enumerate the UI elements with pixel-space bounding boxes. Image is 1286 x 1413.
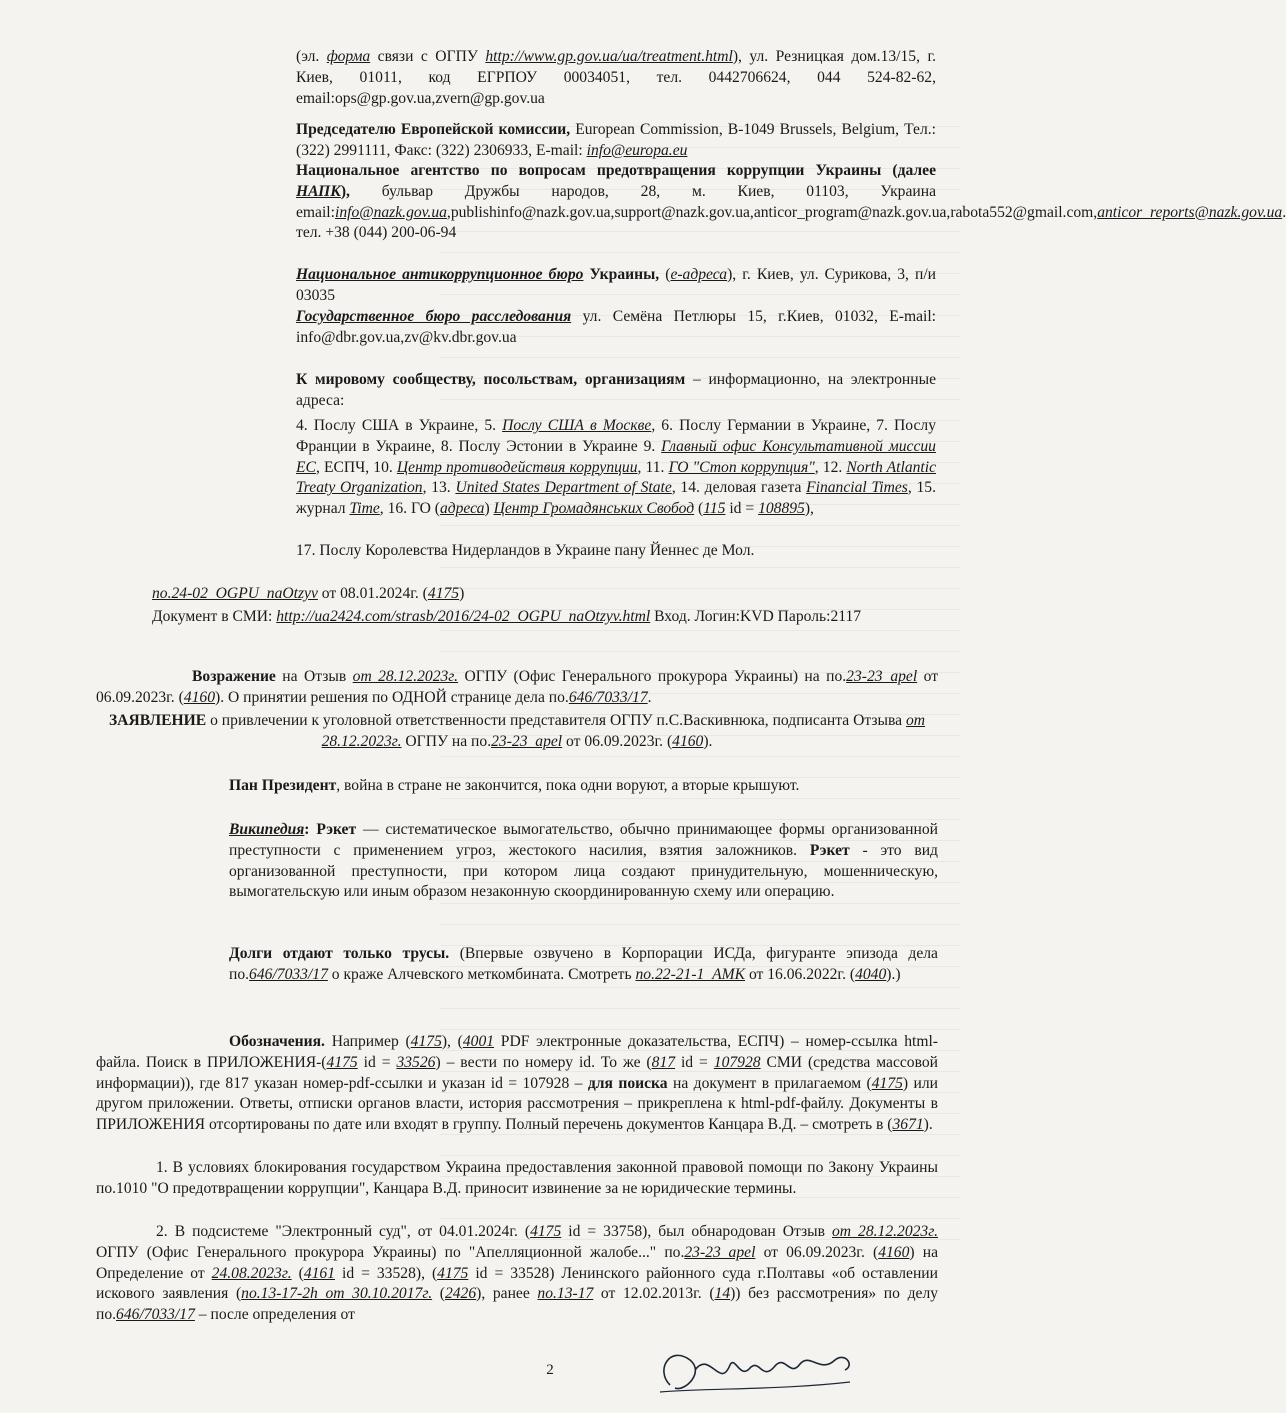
ogpu-url-link[interactable]: http://www.gp.gov.ua/ua/treatment.html: [485, 48, 733, 65]
link[interactable]: 4040: [855, 965, 887, 983]
text: , 15. журнал: [296, 479, 936, 518]
text: , 11.: [637, 458, 669, 476]
ref-media: [96, 607, 938, 628]
text: от 06.09.2023г. (: [755, 1243, 879, 1261]
text: — систематическое вымогательство, обычно принимающее формы организованной преступности с применением угроз, жестокого насилия, взятия заложников.: [229, 821, 939, 859]
text: для поиска: [587, 1074, 668, 1092]
text: о привлечении к уголовной ответственности представителя ОГПУ п.С.Васкивнюка, подписанта Отзыва: [206, 712, 906, 729]
link[interactable]: 4161: [303, 1264, 335, 1282]
text: id = 33528), (: [335, 1264, 438, 1282]
text: Документ в СМИ:: [152, 608, 277, 625]
text: Долги отдают только трусы.: [229, 945, 450, 962]
signature-icon: [650, 1330, 860, 1410]
text: 4. Послу США в Украине, 5.: [296, 417, 503, 434]
link[interactable]: адреса: [439, 500, 485, 518]
text: :: [304, 821, 317, 838]
text: , война в стране не закончится, пока одни воруют, а вторые крышуют.: [336, 777, 800, 794]
text: ): [484, 500, 494, 518]
nabu-addr-link[interactable]: е-адреса: [670, 266, 728, 283]
statement-title: ЗАЯВЛЕНИЕ: [108, 712, 207, 729]
ec-address: [296, 120, 936, 162]
world-heading: [296, 370, 936, 412]
text: (: [291, 1264, 304, 1282]
text: .: [647, 688, 652, 706]
wiki-name: Википедия: [229, 821, 305, 838]
text: )) без рассмотрения» по делу по.: [96, 1285, 939, 1324]
link[interactable]: 817: [651, 1053, 676, 1071]
text: (: [659, 266, 671, 283]
link[interactable]: 4160: [878, 1243, 910, 1261]
text: от 16.06.2022г. (: [745, 965, 856, 983]
text: на документ в прилагаемом (: [667, 1074, 872, 1092]
link[interactable]: 115: [703, 500, 726, 518]
text: , 13.: [422, 479, 456, 497]
link[interactable]: 23-23_apel: [684, 1243, 756, 1261]
text: ), (: [441, 1033, 463, 1050]
link[interactable]: по.22-21-1_AMK: [635, 965, 746, 983]
link[interactable]: Financial Times: [806, 479, 908, 497]
link[interactable]: 4175: [530, 1223, 562, 1240]
text: 17. Послу Королевства Нидерландов в Украине пану Йеннес де Мол.: [296, 542, 755, 559]
text: PDF электронные доказательства, ЕСПЧ) – номер-ссылка html-файла. Поиск в ПРИЛОЖЕНИЯ-(: [96, 1033, 938, 1071]
text: , ЕСПЧ, 10.: [315, 458, 397, 476]
text: от 06.09.2023г. (: [96, 668, 939, 706]
item-2: [96, 1222, 938, 1326]
text: Украины,: [583, 266, 660, 283]
text: (: [694, 500, 704, 518]
link[interactable]: от 28.12.2023г.: [352, 668, 459, 685]
text: ). О принятии решения по ОДНОЙ странице дела по.: [215, 688, 569, 706]
text: id = 33758), был обнародован Отзыв: [561, 1223, 832, 1240]
text: ): [459, 585, 465, 602]
text: ).: [703, 732, 713, 750]
text: ), ул. Резницкая дом.13/15, г. Киев, 01011, код ЕГРПОУ 00034051, тел. 0442706624, 044 524-82-62, email:ops@gp.gov.ua,zvern@gp.gov.ua: [296, 48, 936, 107]
text: ),: [340, 182, 350, 200]
text: СМИ (средства массовой информации)), где 817 указан номер-pdf-ссылки и указан id = 107928 –: [96, 1053, 939, 1092]
president-line: [229, 776, 938, 797]
text: , 6. Послу Германии в Украине, 7. Послу Франции в Украине, 8. Послу Эстонии в Украине 9.: [296, 417, 936, 455]
item-1: [96, 1158, 938, 1200]
link[interactable]: Центр Громадянських Свобод: [493, 500, 695, 518]
text: id =: [725, 500, 759, 518]
page-number: 2: [546, 1362, 554, 1378]
recipients-list: [296, 416, 936, 520]
text: Вход. Логин:KVD Пароль:2117: [650, 608, 862, 625]
link[interactable]: Time: [349, 500, 380, 518]
text: о краже Алчевского меткомбината. Смотреть: [327, 965, 636, 983]
text: European Commission, B-1049 Brussels, Belgium, Тел.: (322) 2991111, Факс: (322) 2306933, E-mail:: [296, 121, 936, 159]
text: id =: [357, 1053, 397, 1071]
ref-line: [152, 584, 938, 605]
dolgi-paragraph: [229, 944, 938, 986]
nabu-link[interactable]: Национальное антикоррупционное бюро: [296, 266, 584, 283]
link[interactable]: 4175: [437, 1264, 469, 1282]
text: (эл.: [296, 48, 327, 65]
ec-title: Председателю Европейской комиссии,: [296, 121, 571, 138]
text: 2. В подсистеме "Электронный суд", от 04.01.2024г. (: [156, 1223, 531, 1240]
forma-link[interactable]: форма: [326, 48, 371, 65]
text: ,publishinfo@nazk.gov.ua,support@nazk.gov.ua,anticor_program@nazk.gov.ua,rabota552@gmail.com,: [446, 203, 1098, 221]
ref-link[interactable]: по.24-02_OGPU_naOtzyv: [152, 585, 318, 602]
nazk-address: [296, 161, 1286, 244]
text: (: [432, 1285, 445, 1303]
recipients-list-17: [296, 541, 936, 562]
link[interactable]: 24.08.2023г.: [211, 1264, 292, 1282]
link[interactable]: 4175: [427, 585, 460, 602]
text: Рэкет: [809, 841, 850, 859]
text: , 12.: [814, 458, 847, 476]
link[interactable]: 14: [714, 1285, 731, 1303]
link[interactable]: United States Department of State: [455, 479, 672, 497]
link[interactable]: по.13-17: [537, 1285, 594, 1303]
link[interactable]: Главный офис Консультативной миссии ЕС: [296, 437, 936, 476]
text: , 16. ГО (: [379, 500, 440, 518]
link[interactable]: 4175: [871, 1074, 903, 1092]
text: ) или другом приложении. Ответы, отписки органов власти, история рассмотрения – прикреплена к html-pdf-файлу. Документы в ПРИЛОЖЕНИЯ отсортированы по дате или входят в группу. Полный перечень документов Канцара В.Д. – смотреть в (: [96, 1074, 938, 1134]
world-title: К мировому сообществу, посольствам, организациям: [296, 371, 686, 388]
nazk-title: Национальное агентство по вопросам предотвращения коррупции Украины (далее: [296, 162, 936, 179]
text: от 06.09.2023г. (: [562, 732, 673, 750]
link[interactable]: 108895: [758, 500, 805, 518]
text: – после определения от: [194, 1306, 355, 1324]
link[interactable]: от 28.12.2023г.: [321, 712, 926, 750]
text: ).: [923, 1116, 933, 1134]
text: 1. В условиях блокирования государством Украина предоставления законной правовой помощи по Закону Украины по.1010 "О предотвращении коррупции", Канцара В.Д. приносит извинение за не юридические термины.: [96, 1159, 938, 1197]
objection-title: Возражение: [192, 668, 276, 685]
link[interactable]: 3671: [892, 1116, 924, 1134]
link[interactable]: 4001: [462, 1033, 495, 1050]
text: id =: [675, 1053, 714, 1071]
designations-paragraph: [96, 1032, 938, 1136]
text: ОГПУ на по.: [401, 732, 492, 750]
link[interactable]: по.13-17-2h от 30.10.2017г.: [241, 1285, 433, 1303]
link[interactable]: 646/7033/17: [116, 1306, 195, 1324]
text: (Впервые озвучено в Корпорации ИСДа, фигуранте эпизода дела по.: [229, 945, 938, 983]
link[interactable]: Послу США в Москве: [502, 417, 652, 434]
link[interactable]: 23-23_apel: [846, 668, 918, 685]
link[interactable]: Центр противодействия коррупции: [396, 458, 638, 476]
text: на Отзыв: [275, 668, 353, 685]
text: от 08.01.2024г. (: [317, 585, 428, 602]
nazk-email-link[interactable]: info@nazk.gov.ua: [334, 203, 447, 221]
link[interactable]: 33526: [396, 1053, 436, 1071]
text: ОГПУ (Офис Генерального прокурора Украины) на по.: [458, 668, 847, 685]
nazk-link[interactable]: НАПК: [296, 182, 341, 200]
text: ОГПУ (Офис Генерального прокурора Украины) по "Апелляционной жалобе..." по.: [96, 1243, 685, 1261]
text: Например (: [324, 1033, 411, 1050]
link[interactable]: 646/7033/17: [568, 688, 648, 706]
link[interactable]: от 28.12.2023г.: [832, 1223, 939, 1240]
text: Рэкет: [316, 821, 357, 838]
link[interactable]: 4160: [183, 688, 215, 706]
title-statement: [96, 711, 938, 753]
text: от 12.02.2013г. (: [593, 1285, 715, 1303]
text: Обозначения.: [229, 1033, 325, 1050]
text: ), ранее: [476, 1285, 538, 1303]
text: ул. Семёна Петлюры 15, г.Киев, 01032, E-mail: info@dbr.gov.ua,zv@kv.dbr.gov.ua: [296, 308, 936, 346]
text: бульвар Дружбы народов, 28, м. Киев, 01103, Украина email:: [296, 182, 936, 221]
dbr-address: [296, 307, 936, 349]
link[interactable]: North Atlantic Treaty Organization: [296, 458, 937, 497]
link[interactable]: 4175: [326, 1053, 358, 1071]
text: ),: [804, 500, 814, 518]
wiki-paragraph: [229, 820, 938, 903]
link[interactable]: 2426: [444, 1285, 477, 1303]
text: Пан Президент: [229, 777, 337, 794]
ec-email-link[interactable]: info@europa.eu: [586, 141, 688, 159]
text: ) на Определение от: [96, 1243, 939, 1282]
media-url-link[interactable]: http://ua2424.com/strasb/2016/24-02_OGPU_naOtzyv.html: [276, 608, 651, 625]
link[interactable]: 4160: [672, 732, 704, 750]
text: ), г. Киев, ул. Сурикова, 3, п/и 03035: [296, 266, 937, 304]
nabu-address: [296, 265, 936, 307]
text: связи с ОГПУ: [370, 48, 486, 65]
text: - это вид организованной преступности, при котором лица создают принудительную, мошенническую, вымогательскую или иным образом незаконную скоординированную схему или операцию.: [229, 841, 938, 901]
link[interactable]: 4175: [410, 1033, 442, 1050]
ogpu-address: [296, 47, 936, 109]
text: – информационно, на электронные адреса:: [296, 371, 936, 409]
anticor-email-link[interactable]: anticor_reports@nazk.gov.ua: [1097, 203, 1283, 221]
text: , 14. деловая газета: [671, 479, 807, 497]
text: . тел. +38 (044) 200-06-94: [296, 203, 1286, 242]
text: id = 33528) Ленинского районного суда г.Полтавы «об оставлении искового заявления (: [96, 1264, 938, 1303]
link[interactable]: 646/7033/17: [249, 965, 328, 983]
title-objection: [96, 667, 938, 709]
link[interactable]: 23-23_apel: [491, 732, 563, 750]
link[interactable]: 107928: [713, 1053, 761, 1071]
link[interactable]: ГО "Стоп коррупция": [668, 458, 815, 476]
text: ) – вести по номеру id. То же (: [435, 1053, 652, 1071]
dbr-link[interactable]: Государственное бюро расследования: [296, 308, 572, 325]
text: ).): [886, 965, 901, 983]
